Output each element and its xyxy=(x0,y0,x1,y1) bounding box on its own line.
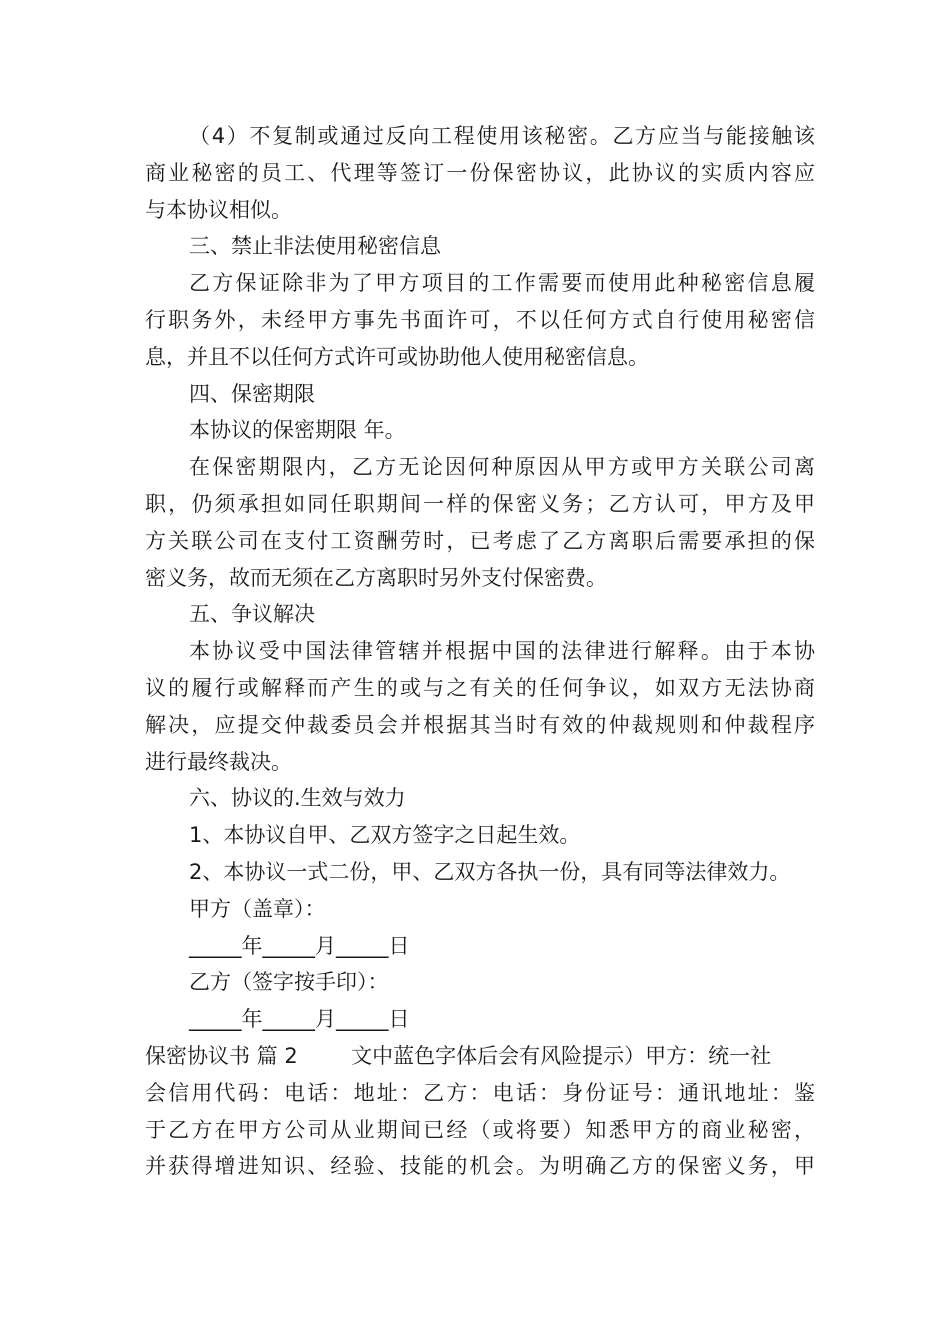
text-line: 2、本协议一式二份，甲、乙双方各执一份，具有同等法律效力。 xyxy=(189,859,791,884)
text-line: 保密协议书 篇 2 文中蓝色字体后会有风险提示）甲方：统一社 xyxy=(145,1043,772,1068)
text-line: 密义务，故而无须在乙方离职时另外支付保密费。 xyxy=(145,565,607,590)
text-line: 行职务外，未经甲方事先书面许可，不以任何方式自行使用秘密信 xyxy=(145,307,815,332)
date-line: _____年_____月_____日 xyxy=(189,1007,410,1032)
text-line: 方关联公司在支付工资酬劳时，已考虑了乙方离职后需要承担的保 xyxy=(145,528,815,553)
text-line: （4）不复制或通过反向工程使用该秘密。乙方应当与能接触该 xyxy=(189,124,815,148)
text-line: 在保密期限内，乙方无论因何种原因从甲方或甲方关联公司离 xyxy=(189,455,815,480)
section-heading: 五、争议解决 xyxy=(189,602,315,627)
text-line: 本协议的保密期限 年。 xyxy=(189,418,406,443)
text-line: 于乙方在甲方公司从业期间已经（或将要）知悉甲方的商业秘密， xyxy=(145,1117,815,1142)
document-body xyxy=(145,118,815,1185)
text-line: 本协议受中国法律管辖并根据中国的法律进行解释。由于本协 xyxy=(189,639,815,664)
text-line: 乙方保证除非为了甲方项目的工作需要而使用此种秘密信息履 xyxy=(189,271,815,296)
text-line: 解决，应提交仲裁委员会并根据其当时有效的仲裁规则和仲裁程序 xyxy=(145,712,815,737)
text-line: 息，并且不以任何方式许可或协助他人使用秘密信息。 xyxy=(145,344,649,369)
date-line: _____年_____月_____日 xyxy=(189,933,410,958)
party-a-seal-label: 甲方（盖章）： xyxy=(189,896,326,921)
party-b-signature-label: 乙方（签字按手印）： xyxy=(189,970,389,995)
text-line: 议的履行或解释而产生的或与之有关的任何争议，如双方无法协商 xyxy=(145,675,815,700)
section-heading: 三、禁止非法使用秘密信息 xyxy=(189,234,441,259)
text-line: 与本协议相似。 xyxy=(145,197,292,222)
text-line: 职，仍须承担如同任职期间一样的保密义务；乙方认可，甲方及甲 xyxy=(145,491,815,516)
section-heading: 四、保密期限 xyxy=(189,381,315,406)
text-line: 会信用代码：电话：地址：乙方：电话：身份证号：通讯地址：鉴 xyxy=(145,1080,815,1105)
text-line: 并获得增进知识、经验、技能的机会。为明确乙方的保密义务，甲 xyxy=(145,1154,815,1179)
text-line: 1、本协议自甲、乙双方签字之日起生效。 xyxy=(189,823,581,848)
section-heading: 六、协议的.生效与效力 xyxy=(189,786,406,811)
text-line: 商业秘密的员工、代理等签订一份保密协议，此协议的实质内容应 xyxy=(145,160,815,185)
text-line: 进行最终裁决。 xyxy=(145,749,292,774)
